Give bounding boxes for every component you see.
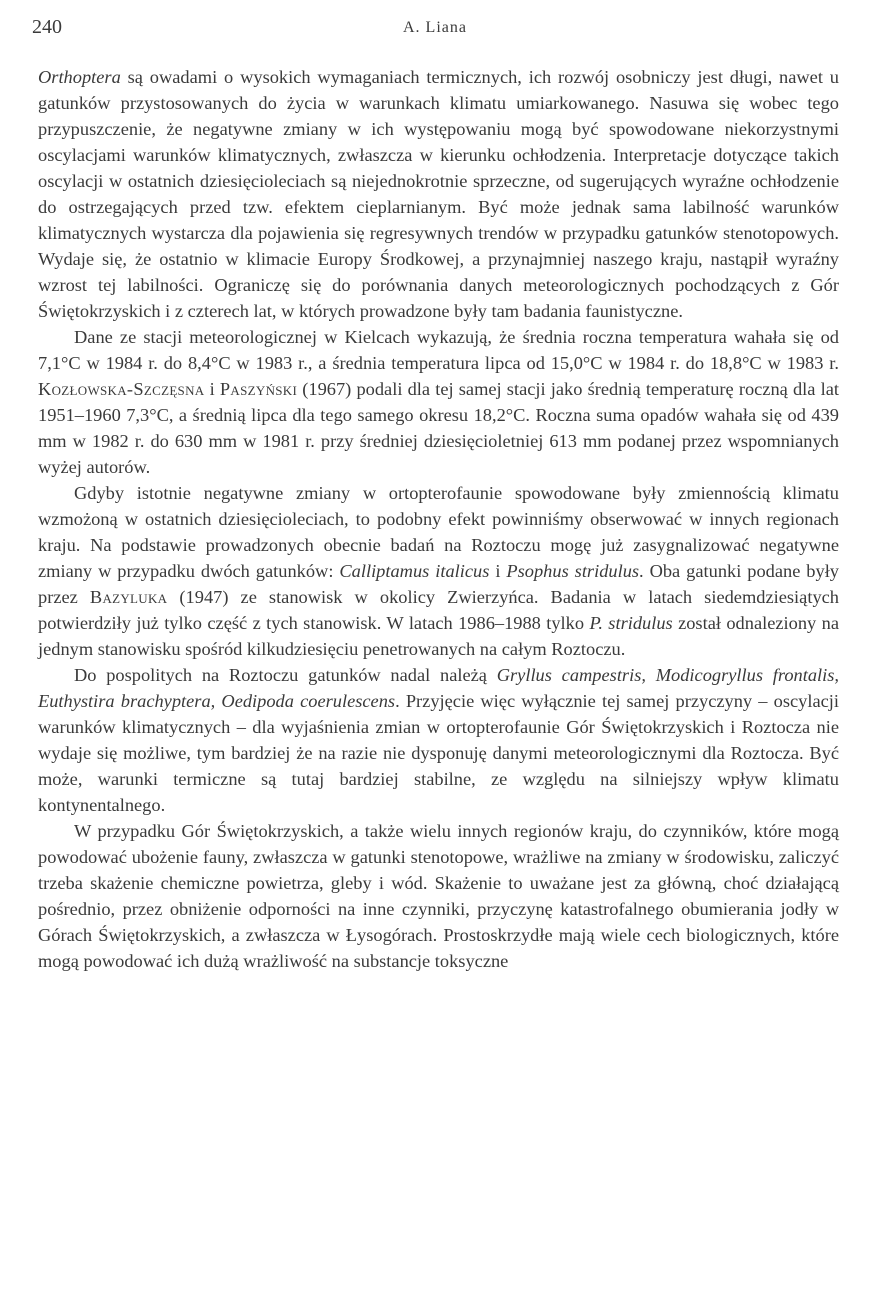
paragraph-2 [38, 324, 839, 480]
text-run: . Przyjęcie więc wyłącznie tej samej przyczyny – oscylacji warunków klimatycznych – dla wyjaśnienia zmian w ortopterofaunie Gór Świętokrzyskich i Roztocza nie wydaje się możliwe, tym bardziej że na razie nie dysponuję danymi meteorologicznymi dla Roztocza. Być może, warunki termiczne są tutaj bardziej stabilne, ze względu na silniejszy wpływ klimatu kontynentalnego. [38, 691, 839, 815]
page-header [32, 16, 838, 46]
text-run: i [489, 561, 507, 581]
species-name: Calliptamus italicus [339, 561, 490, 581]
text-run: W przypadku Gór Świętokrzyskich, a także wielu innych regionów kraju, do czynników, które mogą powodować ubożenie fauny, zwłaszcza w gatunki stenotopowe, wrażliwe na zmiany w środowisku, zaliczyć trzeba skażenie chemiczne powietrza, gleby i wód. Skażenie to uważane jest za główną, choć działającą pośrednio, przez obniżenie odporności na inne czynniki, przyczynę katastrofalnego obumierania jodły w Górach Świętokrzyskich, a zwłaszcza w Łysogórach. Prostoskrzydłe mają wiele cech biologicznych, które mogą powodować ich dużą wrażliwość na substancje toksyczne [38, 821, 839, 971]
species-name: P. stridulus [589, 613, 673, 633]
body-text [38, 64, 839, 974]
running-head: A. Liana [403, 19, 467, 36]
text-run: (1967) podali dla tej samej stacji jako średnią temperaturę roczną dla lat 1951–1960 7,3°C, a średnią lipca dla tego samego okresu 18,2°C. Roczna suma opadów wahała się od 439 mm w 1982 r. do 630 mm w 1981 r. przy średniej dziesięcioletniej 613 mm podanej przez wspomnianych wyżej autorów. [38, 379, 839, 477]
paragraph-3 [38, 480, 839, 662]
author-name: Kozłowska-Szczęsna [38, 379, 205, 399]
species-list: Gryllus campestris, Modicogryllus frontalis, Euthystira brachyptera, Oedipoda coerulescens [38, 665, 839, 711]
text-run: Do pospolitych na Roztoczu gatunków nadal należą [74, 665, 497, 685]
text-run: Gdyby istotnie negatywne zmiany w ortopterofaunie spowodowane były zmiennością klimatu wzmożoną w ostatnich dziesięcioleciach, to podobny efekt powinniśmy obserwować w innych regionach kraju. Na podstawie prowadzonych obecnie badań na Roztoczu mogę już zasygnalizować negatywne zmiany w przypadku dwóch gatunków: [38, 483, 839, 581]
text-run: . Oba gatunki podane były przez [38, 561, 839, 607]
text-run: został odnaleziony na jednym stanowisku spośród kilkudziesięciu penetrowanych na całym Roztoczu. [38, 613, 839, 659]
page-number: 240 [32, 16, 62, 38]
author-name: Paszyński [219, 379, 298, 399]
taxon-name: Orthoptera [38, 67, 121, 87]
text-run: i [204, 379, 220, 399]
text-run: Dane ze stacji meteorologicznej w Kielcach wykazują, że średnia roczna temperatura wahała się od 7,1°C w 1984 r. do 8,4°C w 1983 r., a średnia temperatura lipca od 15,0°C w 1984 r. do 18,8°C w 1983 r. [38, 327, 839, 373]
paragraph-1 [38, 64, 839, 324]
paragraph-5 [38, 818, 839, 974]
paragraph-4 [38, 662, 839, 818]
text-run: (1947) ze stanowisk w okolicy Zwierzyńca. Badania w latach siedemdziesiątych potwierdziły już tylko część z tych stanowisk. W latach 1986–1988 tylko [38, 587, 839, 633]
species-name: Psophus stridulus [506, 561, 640, 581]
author-name: Bazyluka [89, 587, 168, 607]
text-run: są owadami o wysokich wymaganiach termicznych, ich rozwój osobniczy jest długi, nawet u gatunków przystosowanych do życia w warunkach klimatu umiarkowanego. Nasuwa się wobec tego przypuszczenie, że negatywne zmiany w ich występowaniu mogą być spowodowane niekorzystnymi oscylacjami warunków klimatycznych, zwłaszcza w kierunku ochłodzenia. Interpretacje dotyczące takich oscylacji w ostatnich dziesięcioleciach są niejednokrotnie sprzeczne, od sugerujących wyraźne ochłodzenie do ostrzegających przed tzw. efektem cieplarnianym. Być może jednak sama labilność warunków klimatycznych wystarcza dla pojawienia się regresywnych trendów w przypadku gatunków stenotopowych. Wydaje się, że ostatnio w klimacie Europy Środkowej, a przynajmniej naszego kraju, nastąpił wyraźny wzrost tej labilności. Ograniczę się do porównania danych meteorologicznych pochodzących z Gór Świętokrzyskich i z czterech lat, w których prowadzone były tam badania faunistyczne. [38, 67, 839, 321]
